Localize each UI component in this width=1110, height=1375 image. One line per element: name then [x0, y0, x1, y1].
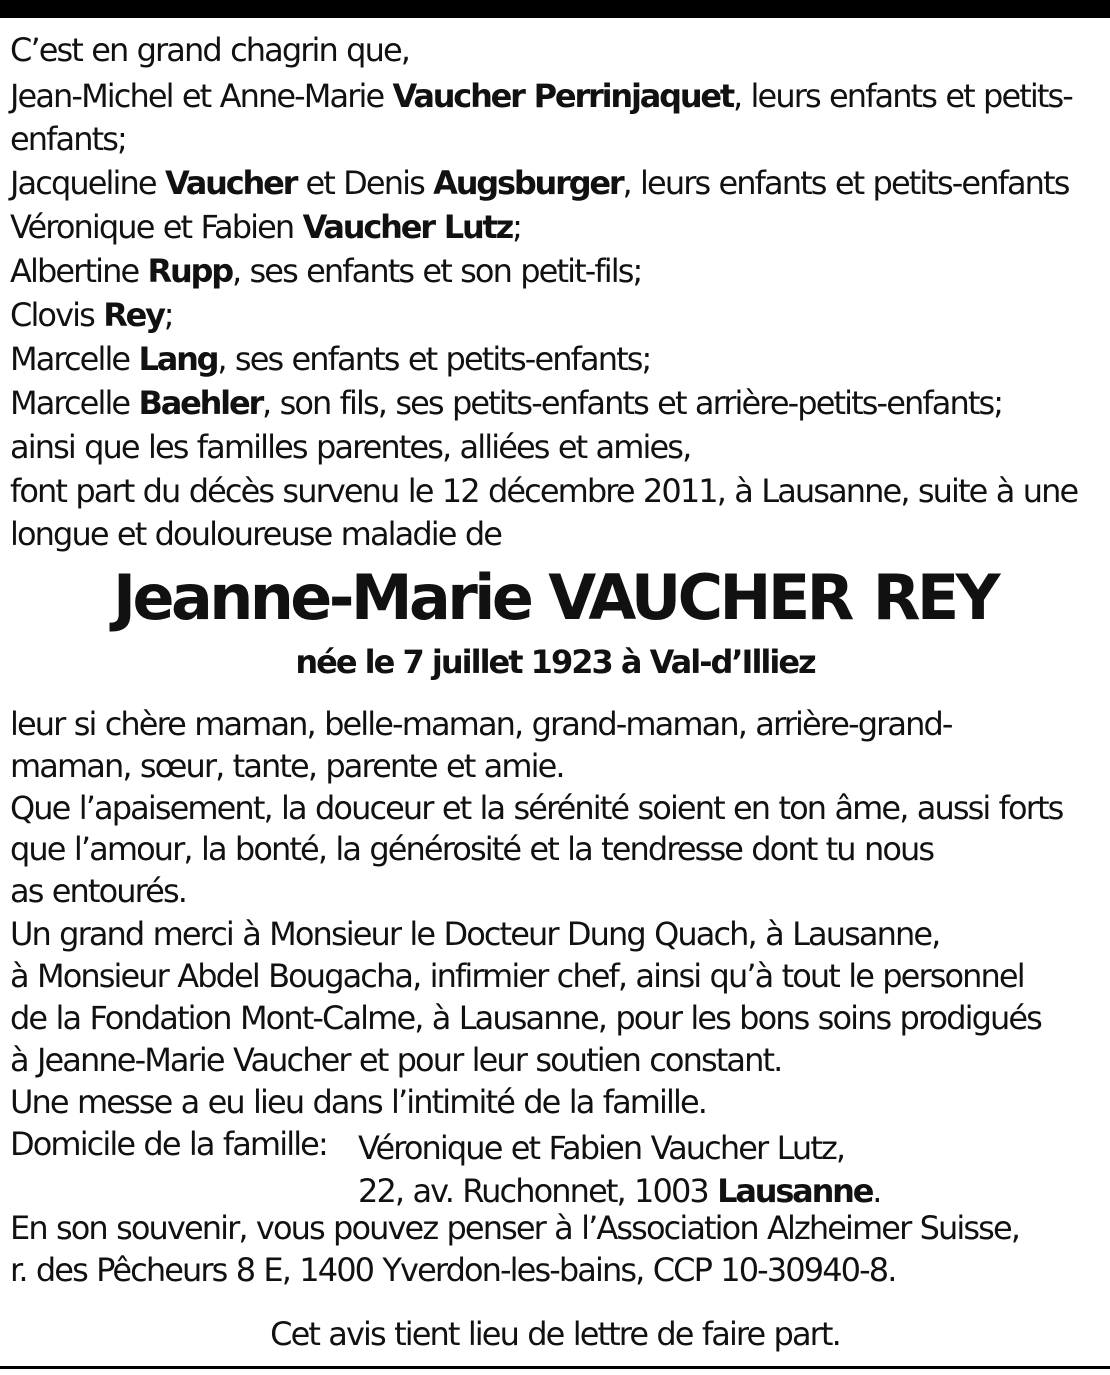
body-line-11: En son souvenir, vous pouvez penser à l’Association Alzheimer Suisse, [10, 1209, 1020, 1247]
body-line-6: Un grand merci à Monsieur le Docteur Dung Quach, à Lausanne, [10, 915, 940, 953]
intro-line-5: Véronique et Fabien Vaucher Lutz; [10, 208, 521, 246]
intro-line-4: Jacqueline Vaucher et Denis Augsburger, leurs enfants et petits-enfants [10, 164, 1069, 202]
family-name: Lang [138, 340, 218, 378]
family-name: Vaucher Lutz [302, 208, 513, 246]
body-line-10: Une messe a eu lieu dans l’intimité de la famille. [10, 1083, 707, 1121]
body-line-5: as entourés. [10, 872, 187, 910]
body-line-7: à Monsieur Abdel Bougacha, infirmier chef, ainsi qu’à tout le personnel [10, 957, 1024, 995]
body-line-2: maman, sœur, tante, parente et amie. [10, 747, 564, 785]
birth-line: née le 7 juillet 1923 à Val-d’Illiez [295, 643, 815, 681]
intro-line-2: Jean-Michel et Anne-Marie Vaucher Perrinjaquet, leurs enfants et petits- [10, 77, 1072, 115]
intro-line-9: Marcelle Baehler, son fils, ses petits-enfants et arrière-petits-enfants; [10, 384, 1003, 422]
intro-line-8: Marcelle Lang, ses enfants et petits-enfants; [10, 340, 651, 378]
domicile-address: 22, av. Ruchonnet, 1003 Lausanne. [358, 1172, 881, 1210]
intro-line-1: C’est en grand chagrin que, [10, 31, 410, 69]
family-name: Rey [103, 296, 164, 334]
intro-line-7: Clovis Rey; [10, 296, 173, 334]
closing-note: Cet avis tient lieu de lettre de faire part. [270, 1315, 840, 1353]
family-name: Baehler [138, 384, 263, 422]
intro-line-12: longue et douloureuse maladie de [10, 515, 502, 553]
intro-line-10: ainsi que les familles parentes, alliées et amies, [10, 428, 691, 466]
city-name: Lausanne [717, 1172, 873, 1210]
intro-line-6: Albertine Rupp, ses enfants et son petit-fils; [10, 252, 642, 290]
body-line-1: leur si chère maman, belle-maman, grand-maman, arrière-grand- [10, 705, 952, 743]
body-line-12: r. des Pêcheurs 8 E, 1400 Yverdon-les-bains, CCP 10-30940-8. [10, 1251, 896, 1289]
deceased-name: Jeanne-Marie VAUCHER REY [113, 561, 997, 634]
intro-line-11: font part du décès survenu le 12 décembre 2011, à Lausanne, suite à une [10, 472, 1078, 510]
top-rule [0, 0, 1110, 18]
family-name: Augsburger [433, 164, 623, 202]
family-name: Vaucher [164, 164, 297, 202]
family-name: Rupp [147, 252, 232, 290]
domicile-name: Véronique et Fabien Vaucher Lutz, [358, 1129, 845, 1167]
body-line-9: à Jeanne-Marie Vaucher et pour leur soutien constant. [10, 1041, 782, 1079]
domicile-label: Domicile de la famille: [10, 1125, 327, 1163]
body-line-8: de la Fondation Mont-Calme, à Lausanne, pour les bons soins prodigués [10, 999, 1041, 1037]
family-name: Vaucher Perrinjaquet [392, 77, 734, 115]
bottom-rule [0, 1366, 1110, 1369]
body-line-3: Que l’apaisement, la douceur et la sérénité soient en ton âme, aussi forts [10, 789, 1063, 827]
body-line-4: que l’amour, la bonté, la générosité et la tendresse dont tu nous [10, 830, 934, 868]
intro-line-3: enfants; [10, 120, 126, 158]
